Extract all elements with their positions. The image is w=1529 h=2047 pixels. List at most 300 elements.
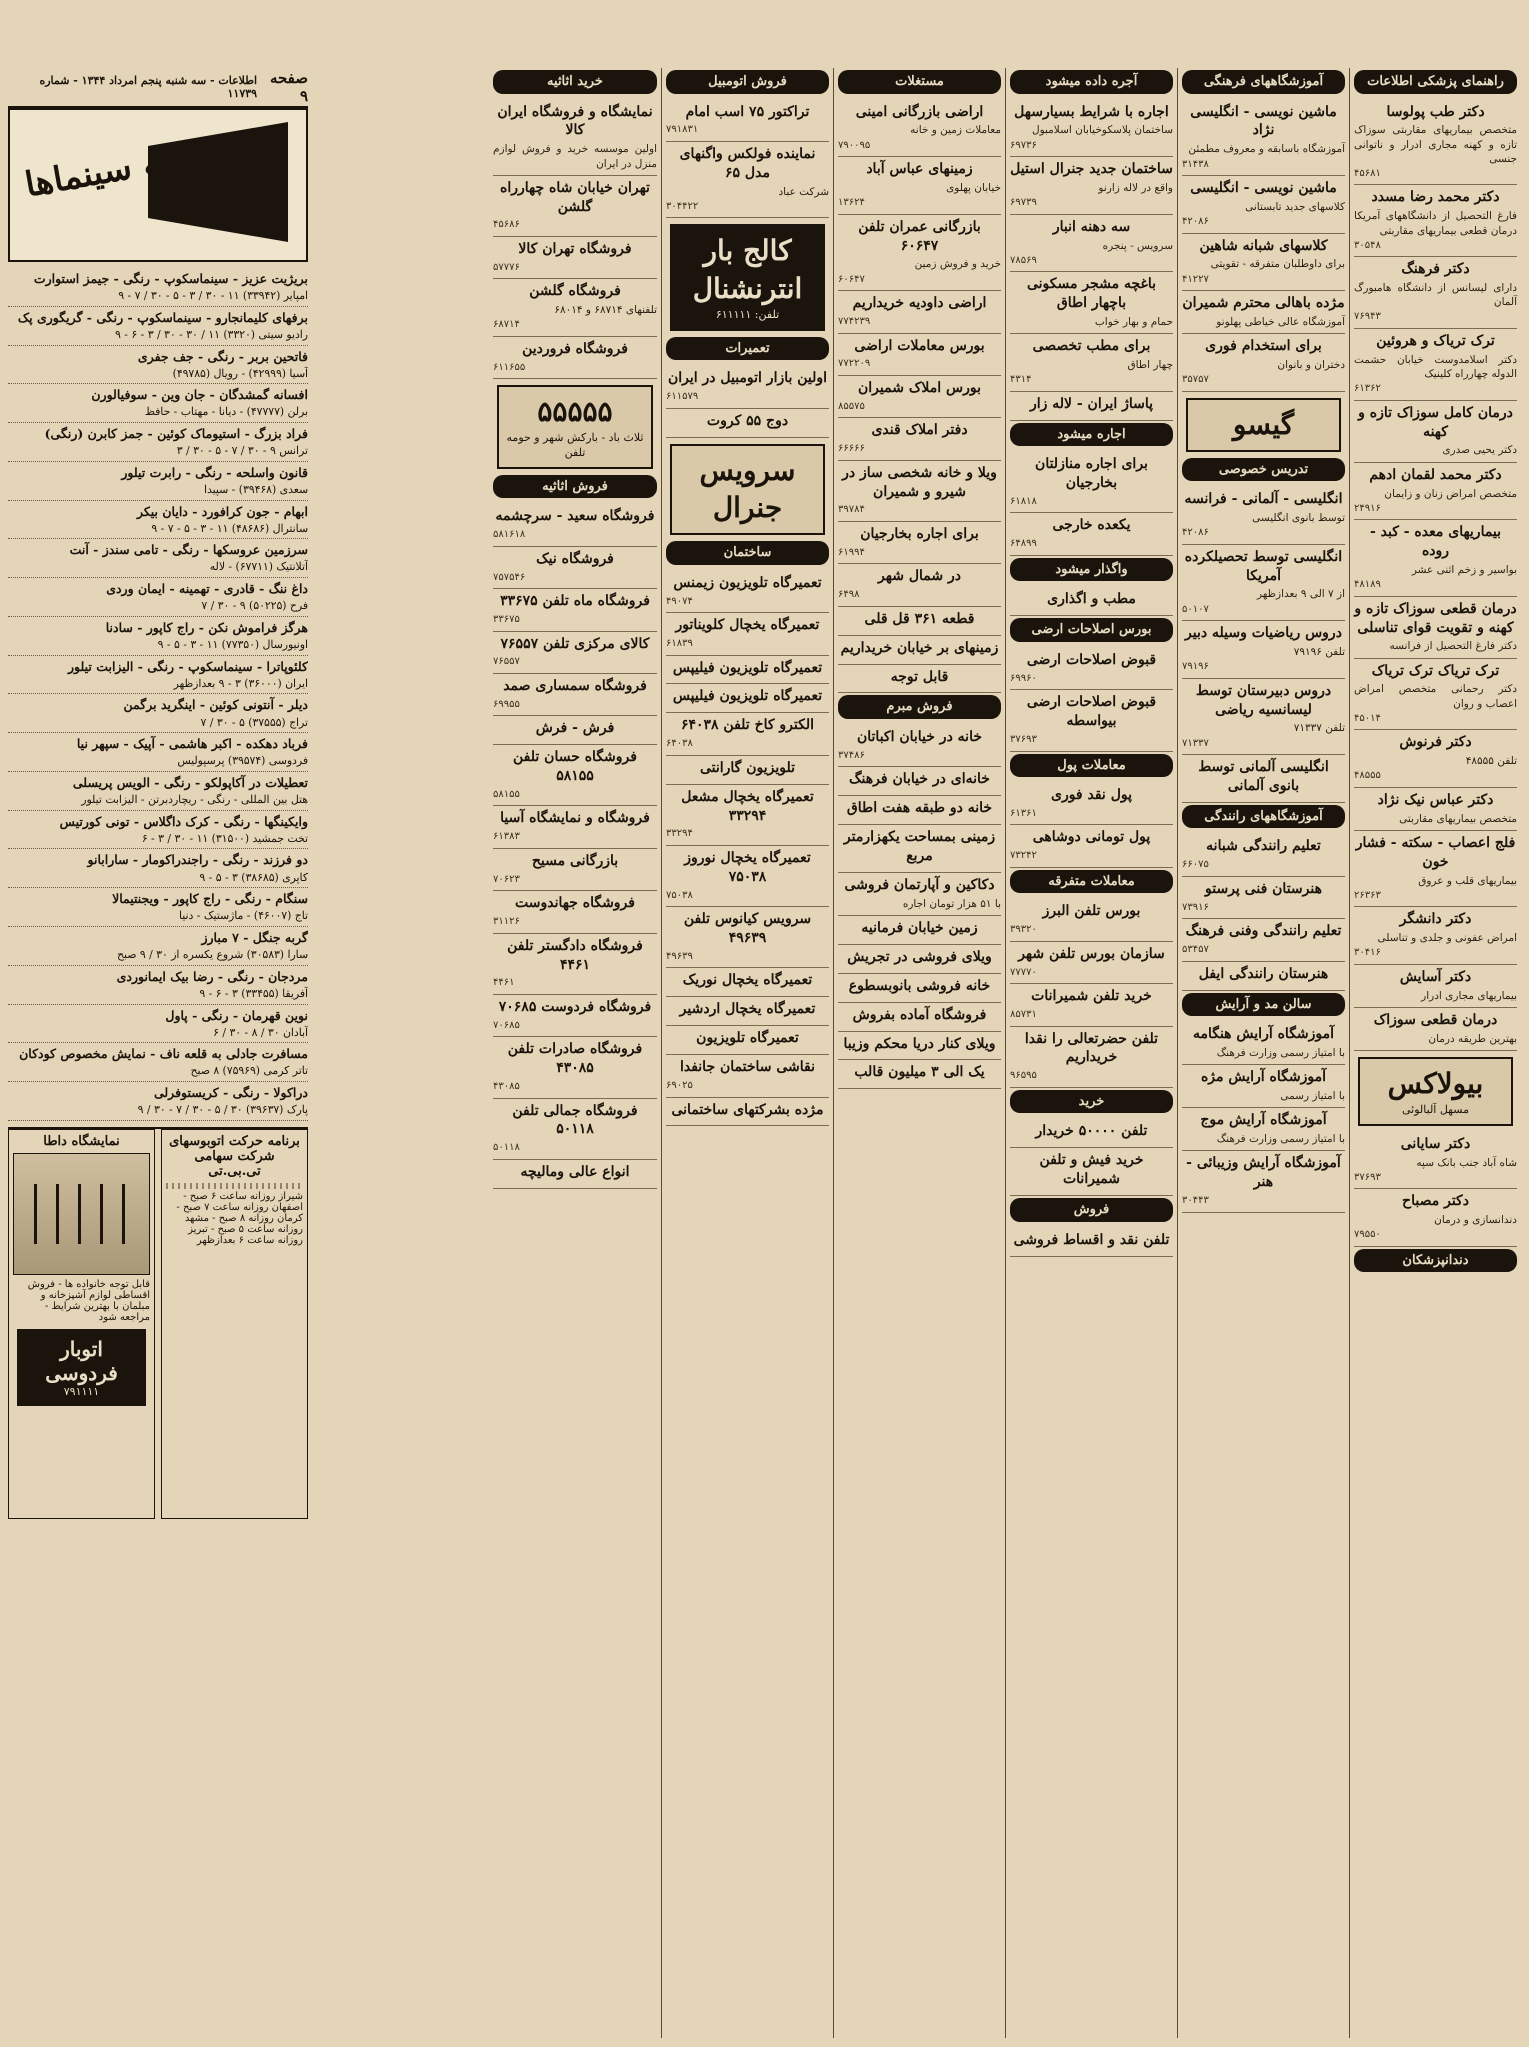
ad-title: سه دهنه انبار	[1052, 218, 1131, 235]
ad-phone-number: ۴۲۰۸۶	[1182, 527, 1209, 539]
cinema-film-entry	[8, 694, 308, 733]
film-title: دیلر - آنتونی کوئین - اینگرید برگمن	[123, 697, 308, 713]
classified-ad	[1182, 100, 1345, 176]
film-title: سنگام - رنگی - راج کاپور - ویجنتیمالا	[112, 891, 308, 907]
cinema-film-entry	[8, 346, 308, 385]
classified-ad	[666, 1026, 829, 1055]
classified-ad	[666, 846, 829, 907]
column-heading: آموزشگاههای فرهنگی	[1182, 70, 1345, 94]
ad-title: فروشگاه حسان تلفن ۵۸۱۵۵	[513, 749, 637, 785]
ad-phone-number: ۷۵۰۳۸	[666, 889, 693, 901]
ad-phone-number: ۷۹۰۰۹۵	[838, 139, 871, 151]
ad-title: زمین خیابان فرمانیه	[861, 919, 978, 936]
ad-phone-number: ۶۱۹۹۴	[838, 546, 865, 558]
ad-body: دکتر یحیی صدری	[1442, 444, 1517, 457]
classified-ad	[493, 995, 657, 1037]
classified-ad	[1354, 100, 1517, 186]
column-heading: خرید اثاثیه	[493, 70, 657, 94]
ad-body: شاه آباد جنب بانک سپه	[1416, 1156, 1517, 1169]
film-showtimes: اونیورسال (۷۷۳۵۰) ۱۱ - ۳ - ۵ - ۹	[157, 638, 308, 652]
ad-body: از ۷ الی ۹ بعدازظهر	[1257, 588, 1345, 601]
ad-title: سرویس کیانوس تلفن ۴۹۶۳۹	[683, 911, 812, 947]
ad-phone-number: ۴۱۲۲۷	[1182, 273, 1209, 285]
film-showtimes: سعدی (۳۹۴۶۸) - سپیدا	[204, 482, 308, 496]
classified-ad	[838, 665, 1001, 694]
ad-title: ماشین نویسی - انگلیسی نژاد	[1190, 103, 1337, 139]
classified-column	[489, 68, 661, 2038]
classified-ad	[666, 997, 829, 1026]
classified-ad	[838, 334, 1001, 376]
ad-phone-number: ۵۳۴۵۷	[1182, 944, 1209, 956]
ad-title: برای استخدام فوری	[1205, 338, 1322, 355]
ad-phone-number: ۳۳۶۷۵	[493, 614, 520, 625]
ad-title: دکتر فرهنگ	[1401, 261, 1470, 278]
ad-body: دارای لیسانس از دانشگاه هامبورگ آلمان	[1354, 282, 1517, 309]
classified-ad	[1182, 1151, 1345, 1212]
classified-ad	[1354, 401, 1517, 463]
ad-title: خانه فروشی بانوبسطوع	[848, 977, 991, 994]
classified-ad	[493, 745, 657, 806]
film-title: فاتحین بربر - رنگی - جف جفری	[137, 348, 308, 364]
display-ad-subtitle: تلفن: ۶۱۱۱۱۱	[715, 307, 780, 321]
section-heading: فروش مبرم	[838, 695, 1001, 719]
classified-ad	[1010, 100, 1173, 158]
ad-phone-number: ۶۴۸۹۹	[1010, 538, 1037, 550]
classified-ad	[1354, 831, 1517, 907]
ad-title: ماشین نویسی - انگلیسی	[1190, 180, 1337, 196]
ad-phone-number: ۳۰۵۴۸	[1354, 239, 1381, 251]
ad-title: فلج اعصاب - سکته - فشار خون	[1355, 834, 1516, 870]
ad-title: تلفن ۵۰۰۰۰ خریدار	[1035, 1123, 1148, 1140]
classified-ad	[666, 366, 829, 408]
cinema-film-entry	[8, 423, 308, 462]
exhibition-box	[8, 1129, 155, 1519]
film-title: بریژیت عزیز - سینماسکوپ - رنگی - جیمز استوارت	[33, 271, 308, 286]
cinema-film-entry	[8, 501, 308, 540]
cinema-film-entry	[8, 1005, 308, 1044]
display-advertisement	[1358, 1057, 1513, 1126]
film-showtimes: ایران (۳۶۰۰۰) ۳ - ۹ بعدازظهر	[173, 676, 308, 690]
ad-title: مژده بشرکتهای ساختمانی	[671, 1101, 824, 1118]
cinema-film-entry	[8, 656, 308, 695]
film-title: افسانه گمشدگان - جان وین - سوفیالورن	[91, 387, 308, 403]
ad-title: سازمان بورس تلفن شهر	[1018, 945, 1165, 962]
classified-ad	[493, 806, 657, 848]
bus-company-ad	[17, 1329, 146, 1406]
ad-title: تعمیرگاه یخچال نوریک	[682, 972, 813, 989]
ad-body: اولین موسسه خرید و فروش لوازم منزل در ایران	[493, 143, 657, 170]
classified-ad	[838, 1060, 1001, 1089]
cinema-program	[8, 108, 308, 2038]
film-showtimes: امپایر (۳۳۹۴۲) ۱۱ - ۳۰ / ۳ - ۵ - ۳۰ / ۷ - ۹	[118, 289, 308, 303]
ad-title: تعمیرگاه یخچال اردشیر	[679, 1001, 816, 1018]
ad-body: برای داوطلبان متفرقه - تقویتی	[1210, 258, 1345, 271]
ad-title: بیماریهای معده - کبد - روده	[1369, 524, 1502, 560]
newspaper-page	[8, 8, 1521, 2039]
column-heading: آجره داده میشود	[1010, 70, 1173, 94]
ad-title: فروشگاه دادگستر تلفن ۴۴۶۱	[507, 937, 643, 973]
ad-title: فروشگاه و نمایشگاه آسیا	[500, 810, 650, 827]
ad-phone-number: ۸۵۷۳۱	[1010, 1009, 1037, 1021]
film-title: قانون واسلحه - رنگی - رابرت تیلور	[121, 464, 308, 480]
cinema-film-entry	[8, 927, 308, 966]
ad-phone-number: ۳۹۷۸۴	[838, 504, 865, 516]
classified-ad	[493, 504, 657, 546]
classified-ad	[1354, 520, 1517, 596]
film-title: دو فرزند - رنگی - راجندراکومار - سارابانو	[87, 852, 308, 868]
ad-phone-number: ۷۷۴۲۳۹	[838, 316, 871, 328]
film-showtimes: سانترال (۴۸۶۸۶) ۱۱ - ۳ - ۵ - ۷ - ۹	[151, 521, 308, 535]
ad-phone-number: ۳۰۴۱۶	[1354, 947, 1381, 959]
display-advertisement	[670, 224, 825, 330]
classified-ad	[838, 796, 1001, 825]
classified-ad	[666, 571, 829, 613]
display-ad-subtitle: مسهل آلبالوئی	[1402, 1102, 1469, 1116]
cinema-film-entry	[8, 772, 308, 811]
ad-phone-number: ۷۸۵۶۹	[1010, 254, 1037, 266]
classified-ad	[493, 337, 657, 379]
ad-title: زمینهای عباس آباد	[866, 161, 973, 178]
classified-ad	[666, 1098, 829, 1127]
classified-column	[1177, 68, 1349, 2038]
column-heading: مستغلات	[838, 70, 1001, 94]
classified-ad	[838, 215, 1001, 291]
film-showtimes: رادیو سیتی (۳۳۲۰) ۱۱ / ۳۰ - ۳۰ / ۳ - ۶ - ۹	[115, 327, 308, 341]
ad-phone-number: ۶۱۳۶۱	[1010, 807, 1037, 819]
classified-ad	[838, 873, 1001, 916]
ad-phone-number: ۷۶۹۴۳	[1354, 311, 1381, 323]
classified-ad	[493, 100, 657, 176]
ad-title: برای اجاره بخارجیان	[860, 525, 979, 542]
ad-title: مژده باهالی محترم شمیران	[1182, 295, 1345, 312]
film-showtimes: هتل بین المللی - رنگی - ریچاردبرتن - الیزابت تیلور	[81, 793, 308, 807]
ad-title: خانه دو طبقه هفت اطاق	[846, 800, 993, 817]
ad-title: اراضی داودیه خریداریم	[852, 295, 987, 312]
ad-phone-number: ۷۰۶۸۵	[493, 1019, 520, 1031]
ad-body: کلاسهای جدید تابستانی	[1245, 200, 1345, 213]
classified-ad	[838, 725, 1001, 767]
film-showtimes: ترانس ۹ - ۳۰ / ۷ - ۵ - ۳۰ / ۳	[176, 444, 308, 458]
classified-ad	[666, 409, 829, 438]
ad-title: دروس ریاضیات وسیله دبیر	[1185, 625, 1342, 642]
film-showtimes: پارک (۳۹۶۳۷) ۳۰ / ۵ - ۳۰ / ۷ - ۳۰ / ۹	[137, 1103, 308, 1117]
ad-title: ساختمان جدید جنرال استیل	[1010, 161, 1173, 178]
ad-title: آموزشگاه آرایش هنگامه	[1192, 1026, 1335, 1043]
ad-body: سرویس - پنجره	[1102, 239, 1173, 252]
display-ad-headline: ۵۵۵۵۵	[537, 395, 613, 429]
display-ad-headline: بیولاکس	[1387, 1067, 1484, 1101]
classified-ad	[1354, 1132, 1517, 1190]
cinema-film-entry	[8, 888, 308, 927]
cinema-film-entry	[8, 1043, 308, 1082]
classified-ad	[493, 1099, 657, 1160]
classified-ad	[666, 785, 829, 846]
ad-title: تراکتور ۷۵ اسب امام	[685, 103, 810, 120]
film-showtimes: آتلانتیک (۶۷۷۱۱) - لاله	[209, 560, 308, 574]
ad-title: دکتر عباس نیک نژاد	[1377, 791, 1494, 808]
classified-ad	[666, 684, 829, 713]
exhibition-text: قابل توجه خانواده ها - فروش اقساطی لوازم آشپزخانه و مبلمان با بهترین شرایط - مراجعه شود	[27, 1278, 150, 1323]
ad-phone-number: ۶۸۷۱۴	[493, 319, 520, 331]
ad-phone-number: ۴۹۶۳۹	[666, 950, 693, 962]
ad-title: خانه در خیابان اکباتان	[856, 728, 982, 745]
classified-ad	[1010, 215, 1173, 273]
ad-body: متخصص بیماریهای مقاربتی سوزاک تازه و کهنه مجاری ادرار و ناتوانی جنسی	[1354, 124, 1517, 165]
ad-title: دفتر املاک قندی	[871, 422, 968, 439]
film-showtimes: آفریقا (۳۳۴۵۵) ۳ - ۶ - ۹	[199, 986, 308, 1000]
classified-ad	[666, 656, 829, 685]
ad-phone-number: ۶۱۸۳۹	[666, 638, 693, 650]
cinema-film-entry	[8, 966, 308, 1005]
ad-phone-number: ۳۰۴۴۲۲	[666, 200, 699, 212]
film-title: وایکینگها - رنگی - کرک داگلاس - تونی کورتیس	[59, 813, 308, 829]
ad-phone-number: ۷۹۵۵۰	[1354, 1229, 1381, 1241]
cinema-banner-title: برنامه سینماها	[22, 130, 230, 206]
classified-ad	[493, 934, 657, 995]
ad-title: تهران خیابان شاه چهارراه گلشن	[500, 179, 650, 215]
classified-ad	[838, 767, 1001, 796]
masthead	[8, 68, 308, 108]
classified-ad	[666, 907, 829, 968]
section-heading: تعمیرات	[666, 337, 829, 361]
ad-title: مطب و اگذاری	[1047, 591, 1136, 608]
ad-title: دکتر سایانی	[1400, 1135, 1471, 1152]
ad-title: تلفن حضرتعالی را نقدا خریداریم	[1024, 1030, 1159, 1066]
ad-title: فروشگاه صادرات تلفن ۴۳۰۸۵	[507, 1041, 643, 1077]
ad-phone-number: ۶۶۰۷۵	[1182, 859, 1209, 871]
cinema-film-entry	[8, 733, 308, 772]
issue-info: اطلاعات - سه شنبه پنجم امرداد ۱۳۴۴ - شماره ۱۱۷۳۹	[39, 74, 258, 100]
ad-phone-number: ۶۹۷۳۶	[1010, 139, 1037, 151]
classified-ad	[1182, 755, 1345, 803]
ad-title: ویلای فروشی در تجریش	[847, 948, 992, 965]
cinema-film-entry	[8, 617, 308, 656]
classified-ad	[1354, 1008, 1517, 1051]
ad-phone-number: ۶۹۹۶۰	[1010, 672, 1037, 684]
ad-phone-number: ۷۳۲۴۲	[1010, 850, 1037, 862]
classified-ad	[493, 176, 657, 237]
classified-ad	[493, 674, 657, 716]
bus-company-title: اتوبار فردوسی	[45, 1336, 118, 1385]
ad-title: ترک تریاک و هروئین	[1376, 332, 1495, 349]
classified-ad	[1182, 487, 1345, 545]
ad-title: تعلیم رانندگی وفنی فرهنگ	[1185, 923, 1342, 940]
ad-phone-number: ۳۳۲۹۴	[666, 828, 693, 840]
cinema-film-entry	[8, 539, 308, 578]
bus-schedule-box	[161, 1129, 308, 1519]
classified-ad	[1182, 962, 1345, 991]
ad-body: بهترین طریقه درمان	[1428, 1032, 1517, 1045]
ad-title: تعمیرگاه تلویزیون فیلیپس	[672, 659, 823, 676]
film-title: فرباد دهکده - اکبر هاشمی - آپیک - سپهر نیا	[76, 736, 308, 752]
film-title: مردجان - رنگی - رضا بیک ایمانوردی	[116, 968, 308, 984]
cinema-film-entry	[8, 578, 308, 617]
ad-title: فروشگاه سمساری صمد	[503, 677, 647, 694]
classified-ad	[838, 461, 1001, 522]
ad-phone-number: ۶۱۸۱۸	[1010, 495, 1037, 507]
ad-title: دکاکین و آپارتمان فروشی	[844, 876, 995, 893]
ad-phone-number: ۴۸۱۸۹	[1354, 579, 1381, 591]
ad-title: تعمیرگاه یخچال نوروز ۷۵۰۳۸	[684, 849, 811, 885]
ad-body: ساختمان پلاسکوخیابان اسلامبول	[1031, 124, 1173, 137]
ad-title: فروشگاه جهاندوست	[515, 895, 635, 912]
film-showtimes: تخت جمشید (۳۱۵۰۰) ۱۱ - ۳۰ / ۳ - ۶	[141, 831, 308, 845]
ad-title: انگلیسی آلمانی توسط بانوی آلمانی	[1198, 759, 1329, 795]
ad-phone-number: ۶۱۱۶۵۵	[493, 361, 526, 373]
ad-body: توسط بانوی انگلیسی	[1252, 511, 1345, 524]
ad-phone-number: ۴۸۵۵۵	[1354, 770, 1381, 782]
ad-phone-number: ۷۰۶۲۳	[493, 873, 520, 885]
ad-body: خرید و فروش زمین	[914, 258, 1001, 271]
ad-phone-number: ۶۴۹۸	[838, 589, 860, 601]
ad-title: ویلای کنار دریا محکم وزیبا	[843, 1035, 996, 1052]
film-showtimes: آبادان ۳۰ / ۸ - ۳۰ / ۶	[213, 1025, 308, 1039]
ad-phone-number: ۷۹۱۸۳۱	[666, 124, 699, 136]
ad-phone-number: ۹۶۵۹۵	[1010, 1070, 1037, 1082]
ad-title: بازرگانی عمران تلفن ۶۰۶۴۷	[858, 218, 981, 254]
ad-phone-number: ۴۵۶۸۶	[493, 219, 520, 231]
ad-phone-number: ۴۲۰۸۶	[1182, 216, 1209, 228]
film-title: تعطیلات در آکاپولکو - رنگی - الویس پریسلی	[72, 774, 308, 790]
classified-ad	[1182, 919, 1345, 961]
ad-title: دکتر طب پولوسا	[1386, 103, 1485, 120]
section-heading: تدریس خصوصی	[1182, 458, 1345, 482]
classified-ad	[1010, 513, 1173, 555]
classified-ad	[666, 142, 829, 218]
classified-ad	[1354, 463, 1517, 521]
classified-columns	[311, 68, 1521, 2038]
classified-column	[1005, 68, 1177, 2038]
ad-title: نماینده فولکس واگنهای مدل ۶۵	[679, 145, 816, 181]
ad-body: دکتر رحمانی متخصص امراض اعصاب و روان	[1354, 683, 1517, 710]
cinema-film-list	[8, 268, 308, 1121]
ad-title: فروشگاه سعید - سرچشمه	[495, 508, 655, 525]
classified-ad	[1354, 907, 1517, 965]
ad-title: درمان کامل سوزاک تازه و کهنه	[1358, 404, 1513, 440]
classified-ad	[838, 945, 1001, 974]
ad-body: دکتر فارغ التحصیل از فرانسه	[1389, 640, 1517, 653]
classified-ad	[1354, 257, 1517, 329]
ad-title: اولین بازار اتومبیل در ایران	[667, 370, 828, 387]
cinema-film-entry	[8, 307, 308, 346]
column-heading: فروش اتومبیل	[666, 70, 829, 94]
page-label: صفحه ۹	[269, 69, 308, 105]
classified-ad	[1010, 157, 1173, 215]
classified-ad	[493, 279, 657, 337]
display-advertisement	[497, 385, 653, 468]
film-showtimes: تاتر کرمی (۷۵۹۶۹) ۸ صبح	[190, 1064, 308, 1078]
ad-body: دندانسازی و درمان	[1434, 1214, 1517, 1227]
ad-phone-number: ۷۹۱۹۶	[1182, 661, 1209, 673]
ad-title: ویلا و خانه شخصی ساز در شیرو و شمیران	[842, 464, 997, 500]
classified-ad	[1354, 788, 1517, 831]
ad-phone-number: ۶۱۳۶۲	[1354, 383, 1381, 395]
ad-phone-number: ۴۹۰۷۴	[666, 595, 693, 607]
classified-ad	[1182, 545, 1345, 621]
ad-phone-number: ۵۸۱۶۱۸	[493, 529, 526, 541]
ad-title: اجاره با شرایط بسیارسهل	[1014, 103, 1169, 120]
classified-ad	[493, 632, 657, 674]
ad-phone-number: ۵۰۱۱۸	[493, 1142, 520, 1154]
film-showtimes: تاج (۴۶۰۰۷) - ماژستیک - دنیا	[178, 909, 308, 923]
cinema-film-entry	[8, 268, 308, 307]
ad-title: برای اجاره منازلتان بخارجیان	[1035, 456, 1148, 492]
ad-phone-number: ۳۱۴۳۸	[1182, 158, 1209, 170]
ad-phone-number: ۶۶۶۶۶	[838, 443, 865, 455]
classified-ad	[838, 974, 1001, 1003]
classified-ad	[838, 825, 1001, 873]
ad-title: قبوض اصلاحات ارضی	[1026, 651, 1157, 668]
section-heading: سالن مد و آرایش	[1182, 993, 1345, 1017]
film-title: فراد بزرگ - استیوماک کوئین - جمز کابرن (رنگی)	[44, 426, 308, 442]
ad-title: کالای مرکزی تلفن ۷۶۵۵۷	[500, 635, 650, 652]
ad-phone-number: ۸۵۵۷۵	[838, 400, 865, 412]
film-showtimes: فرح (۵۰۲۲۵) ۹ - ۳۰ / ۷	[201, 599, 308, 613]
ad-title: تعمیرگاه یخچال کلویناتور	[675, 617, 820, 634]
ad-title: فروشگاه فردوست ۷۰۶۸۵	[498, 998, 652, 1015]
ad-title: تلویزیون گارانتی	[699, 759, 796, 776]
ad-phone-number: ۲۴۹۱۶	[1354, 502, 1381, 514]
section-heading: معاملات متفرقه	[1010, 870, 1173, 894]
film-showtimes: تراج (۳۷۵۵۵) ۵ - ۳۰ / ۷	[200, 715, 308, 729]
cinema-film-entry	[8, 462, 308, 501]
ad-title: هنرستان رانندگی ایفل	[1198, 965, 1329, 982]
classified-ad	[1354, 597, 1517, 659]
ad-title: بورس تلفن البرز	[1042, 903, 1141, 920]
ad-body: متخصص بیماریهای مقاربتی	[1399, 812, 1517, 825]
film-showtimes: کاپری (۳۸۶۸۵) ۳ - ۵ - ۹	[199, 870, 308, 884]
cinema-banner	[8, 108, 308, 262]
film-showtimes: برلن (۴۷۷۷۷) - دیانا - مهتاب - حافظ	[144, 405, 308, 419]
classified-ad	[1010, 942, 1173, 984]
classified-ad	[1010, 1228, 1173, 1257]
ad-body: خیابان پهلوی	[946, 182, 1001, 194]
ad-title: یکعده خارجی	[1052, 517, 1131, 534]
ad-body: تلفن ۴۸۵۵۵	[1465, 755, 1517, 768]
classified-ad	[493, 1160, 657, 1189]
ad-title: تعمیرگاه تلویزیون	[696, 1030, 799, 1047]
ad-title: ترک تریاک ترک تریاک	[1371, 662, 1500, 679]
ad-title: تعمیرگاه تلویزیون فیلیپس	[672, 688, 823, 705]
classified-ad	[838, 376, 1001, 418]
classified-ad	[1182, 291, 1345, 334]
ad-phone-number: ۴۳۱۴	[1010, 374, 1032, 386]
ad-title: انواع عالی ومالیچه	[520, 1163, 630, 1180]
ad-body: تلفن ۷۱۳۳۷	[1293, 722, 1345, 735]
divider	[166, 1183, 303, 1189]
section-heading: معاملات پول	[1010, 754, 1173, 778]
ad-body: بیماریهای قلب و عروق	[1418, 874, 1517, 887]
ad-body: دختران و بانوان	[1277, 359, 1345, 372]
ad-title: خرید تلفن شمیرانات	[1031, 988, 1152, 1005]
ad-phone-number: ۶۱۱۵۷۹	[666, 391, 699, 403]
classified-ad	[493, 547, 657, 589]
ad-title: نمایشگاه و فروشگاه ایران کالا	[497, 103, 653, 139]
ad-phone-number: ۳۷۴۸۶	[838, 749, 865, 761]
ad-body: با امتیاز رسمی وزارت فرهنگ	[1216, 1133, 1345, 1146]
section-heading: واگذار میشود	[1010, 558, 1173, 582]
classified-ad	[1182, 234, 1345, 292]
ad-phone-number: ۷۷۷۷۰	[1010, 966, 1037, 978]
classified-ad	[1182, 334, 1345, 392]
ad-phone-number: ۳۱۱۲۶	[493, 916, 520, 928]
cinema-film-entry	[8, 384, 308, 423]
ad-title: انگلیسی توسط تحصیلکرده آمریکا	[1184, 548, 1343, 584]
classified-ad	[1010, 392, 1173, 421]
classified-ad	[1010, 1027, 1173, 1088]
classified-ad	[493, 849, 657, 891]
ad-body: بواسیر و زخم اثنی عشر	[1411, 563, 1517, 576]
